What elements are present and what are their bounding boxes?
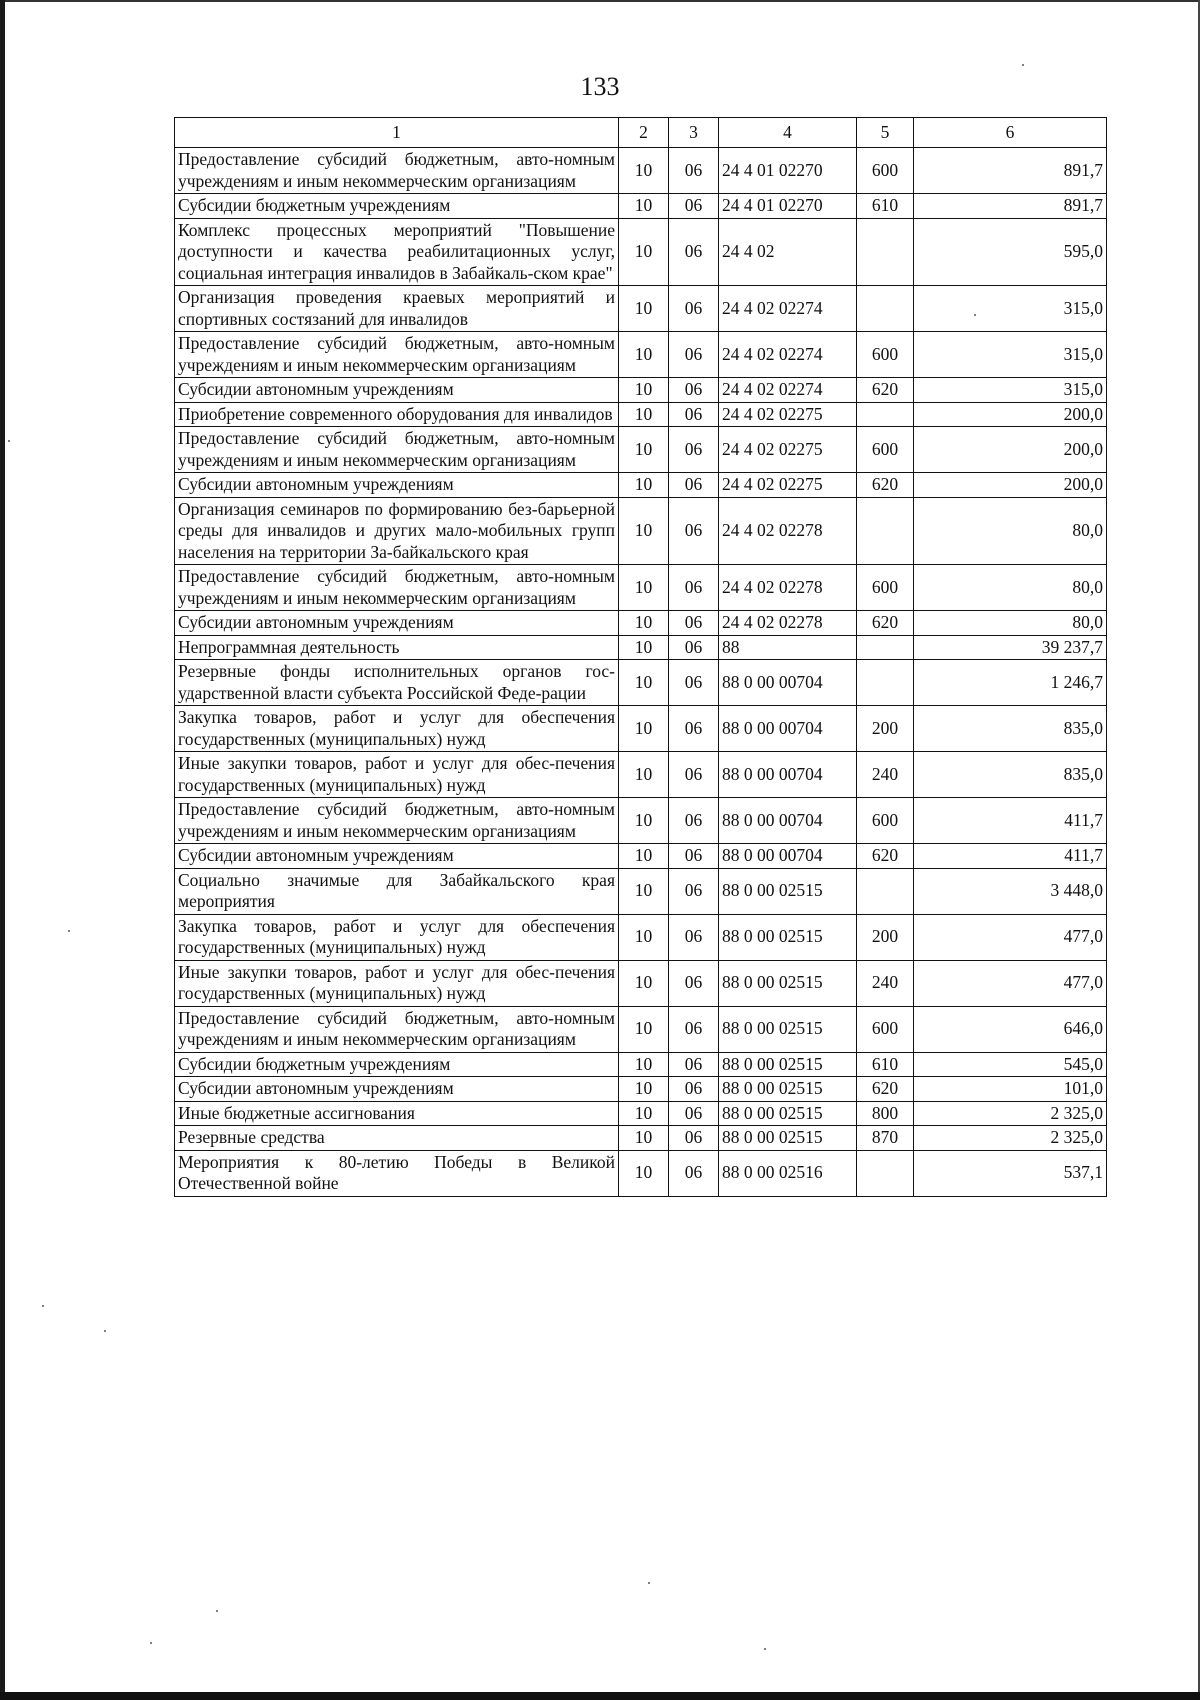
row-expense-type-cell	[857, 635, 914, 660]
row-amount-cell: 80,0	[914, 497, 1107, 565]
row-target-code-cell: 24 4 02 02278	[719, 497, 857, 565]
row-expense-type-cell: 620	[857, 378, 914, 403]
table-row	[175, 148, 1107, 194]
row-section-cell: 10	[619, 635, 669, 660]
row-name-cell: Субсидии автономным учреждениям	[175, 378, 619, 403]
row-section-cell: 10	[619, 218, 669, 286]
table-row	[175, 497, 1107, 565]
row-expense-type-cell: 600	[857, 148, 914, 194]
scan-edge-bottom	[0, 1692, 1200, 1700]
header-col-4: 4	[719, 118, 857, 148]
row-section-cell: 10	[619, 427, 669, 473]
row-name-cell: Резервные средства	[175, 1126, 619, 1151]
row-target-code-cell: 88 0 00 02516	[719, 1150, 857, 1196]
row-target-code-cell: 24 4 02 02278	[719, 565, 857, 611]
row-section-cell: 10	[619, 1077, 669, 1102]
row-expense-type-cell: 600	[857, 798, 914, 844]
row-name-cell: Непрограммная деятельность	[175, 635, 619, 660]
row-subsection-cell: 06	[669, 1052, 719, 1077]
row-subsection-cell: 06	[669, 1101, 719, 1126]
row-expense-type-cell: 610	[857, 194, 914, 219]
scan-speck	[150, 1642, 152, 1644]
row-expense-type-cell: 200	[857, 914, 914, 960]
row-section-cell: 10	[619, 1006, 669, 1052]
row-name-cell: Организация семинаров по формированию без-барьерной среды для инвалидов и других мало-мобильных групп населения на территории За-байкальского края	[175, 497, 619, 565]
row-target-code-cell: 88 0 00 02515	[719, 868, 857, 914]
row-expense-type-cell: 600	[857, 427, 914, 473]
table-row	[175, 565, 1107, 611]
row-amount-cell: 545,0	[914, 1052, 1107, 1077]
row-subsection-cell: 06	[669, 402, 719, 427]
row-section-cell: 10	[619, 798, 669, 844]
table-row	[175, 752, 1107, 798]
header-col-2: 2	[619, 118, 669, 148]
row-name-cell: Закупка товаров, работ и услуг для обеспечения государственных (муниципальных) нужд	[175, 706, 619, 752]
row-name-cell: Иные закупки товаров, работ и услуг для обес-печения государственных (муниципальных) нужд	[175, 960, 619, 1006]
row-section-cell: 10	[619, 332, 669, 378]
row-amount-cell: 411,7	[914, 844, 1107, 869]
row-target-code-cell: 24 4 02	[719, 218, 857, 286]
row-target-code-cell: 88 0 00 00704	[719, 752, 857, 798]
table-row	[175, 611, 1107, 636]
row-expense-type-cell: 620	[857, 844, 914, 869]
header-col-3: 3	[669, 118, 719, 148]
row-name-cell: Субсидии автономным учреждениям	[175, 1077, 619, 1102]
row-expense-type-cell	[857, 497, 914, 565]
row-subsection-cell: 06	[669, 868, 719, 914]
row-name-cell: Организация проведения краевых мероприятий и спортивных состязаний для инвалидов	[175, 286, 619, 332]
row-name-cell: Предоставление субсидий бюджетным, авто-номным учреждениям и иным некоммерческим организациям	[175, 148, 619, 194]
row-subsection-cell: 06	[669, 960, 719, 1006]
row-expense-type-cell: 240	[857, 960, 914, 1006]
row-amount-cell: 315,0	[914, 332, 1107, 378]
row-target-code-cell: 24 4 02 02275	[719, 427, 857, 473]
row-name-cell: Предоставление субсидий бюджетным, авто-номным учреждениям и иным некоммерческим организациям	[175, 1006, 619, 1052]
row-expense-type-cell	[857, 402, 914, 427]
row-subsection-cell: 06	[669, 148, 719, 194]
row-section-cell: 10	[619, 868, 669, 914]
row-target-code-cell: 24 4 02 02275	[719, 473, 857, 498]
table-row	[175, 402, 1107, 427]
table-row	[175, 1052, 1107, 1077]
row-expense-type-cell	[857, 1150, 914, 1196]
row-section-cell: 10	[619, 378, 669, 403]
row-section-cell: 10	[619, 960, 669, 1006]
header-col-5: 5	[857, 118, 914, 148]
table-row	[175, 1077, 1107, 1102]
table-row	[175, 960, 1107, 1006]
row-name-cell: Предоставление субсидий бюджетным, авто-номным учреждениям и иным некоммерческим организациям	[175, 565, 619, 611]
row-expense-type-cell: 600	[857, 565, 914, 611]
row-target-code-cell: 88 0 00 00704	[719, 798, 857, 844]
header-col-1: 1	[175, 118, 619, 148]
row-expense-type-cell: 200	[857, 706, 914, 752]
row-amount-cell: 477,0	[914, 914, 1107, 960]
scan-speck	[104, 1330, 106, 1332]
row-subsection-cell: 06	[669, 1006, 719, 1052]
row-subsection-cell: 06	[669, 635, 719, 660]
row-target-code-cell: 88 0 00 00704	[719, 844, 857, 869]
row-name-cell: Субсидии автономным учреждениям	[175, 473, 619, 498]
scan-edge-top	[0, 0, 1200, 2]
row-target-code-cell: 88	[719, 635, 857, 660]
row-amount-cell: 200,0	[914, 402, 1107, 427]
row-expense-type-cell	[857, 218, 914, 286]
row-subsection-cell: 06	[669, 1077, 719, 1102]
row-subsection-cell: 06	[669, 844, 719, 869]
row-amount-cell: 595,0	[914, 218, 1107, 286]
scan-speck	[764, 1648, 766, 1650]
row-name-cell: Предоставление субсидий бюджетным, авто-номным учреждениям и иным некоммерческим организациям	[175, 427, 619, 473]
row-expense-type-cell: 870	[857, 1126, 914, 1151]
row-amount-cell: 2 325,0	[914, 1101, 1107, 1126]
row-amount-cell: 411,7	[914, 798, 1107, 844]
row-subsection-cell: 06	[669, 427, 719, 473]
row-target-code-cell: 24 4 01 02270	[719, 194, 857, 219]
row-subsection-cell: 06	[669, 1150, 719, 1196]
row-name-cell: Субсидии автономным учреждениям	[175, 844, 619, 869]
row-target-code-cell: 24 4 02 02274	[719, 286, 857, 332]
row-section-cell: 10	[619, 1126, 669, 1151]
row-expense-type-cell: 600	[857, 1006, 914, 1052]
header-col-6: 6	[914, 118, 1107, 148]
row-name-cell: Мероприятия к 80-летию Победы в Великой Отечественной войне	[175, 1150, 619, 1196]
row-subsection-cell: 06	[669, 660, 719, 706]
row-amount-cell: 891,7	[914, 148, 1107, 194]
row-name-cell: Комплекс процессных мероприятий "Повышение доступности и качества реабилитационных услуг, социальная интеграция инвалидов в Забайкаль-ском крае"	[175, 218, 619, 286]
row-section-cell: 10	[619, 497, 669, 565]
row-section-cell: 10	[619, 286, 669, 332]
scan-speck	[8, 440, 10, 442]
row-section-cell: 10	[619, 1101, 669, 1126]
row-target-code-cell: 88 0 00 02515	[719, 1101, 857, 1126]
row-section-cell: 10	[619, 194, 669, 219]
row-name-cell: Приобретение современного оборудования для инвалидов	[175, 402, 619, 427]
row-expense-type-cell: 620	[857, 473, 914, 498]
scan-speck	[216, 1610, 218, 1612]
row-subsection-cell: 06	[669, 218, 719, 286]
table-row	[175, 1126, 1107, 1151]
row-subsection-cell: 06	[669, 1126, 719, 1151]
row-subsection-cell: 06	[669, 194, 719, 219]
scan-speck	[648, 1582, 650, 1584]
row-subsection-cell: 06	[669, 706, 719, 752]
row-section-cell: 10	[619, 565, 669, 611]
row-amount-cell: 101,0	[914, 1077, 1107, 1102]
row-name-cell: Субсидии бюджетным учреждениям	[175, 194, 619, 219]
table-row	[175, 427, 1107, 473]
row-expense-type-cell	[857, 286, 914, 332]
row-name-cell: Субсидии бюджетным учреждениям	[175, 1052, 619, 1077]
row-target-code-cell: 88 0 00 00704	[719, 660, 857, 706]
table-row	[175, 1101, 1107, 1126]
scan-edge-left	[0, 0, 5, 1700]
row-name-cell: Предоставление субсидий бюджетным, авто-номным учреждениям и иным некоммерческим организациям	[175, 798, 619, 844]
row-amount-cell: 80,0	[914, 611, 1107, 636]
scan-speck	[1022, 64, 1024, 66]
row-target-code-cell: 24 4 02 02274	[719, 378, 857, 403]
row-amount-cell: 2 325,0	[914, 1126, 1107, 1151]
row-amount-cell: 200,0	[914, 427, 1107, 473]
row-name-cell: Резервные фонды исполнительных органов гос-ударственной власти субъекта Российской Феде-рации	[175, 660, 619, 706]
table-row	[175, 473, 1107, 498]
table-body	[175, 148, 1107, 1197]
row-subsection-cell: 06	[669, 611, 719, 636]
table-row	[175, 1150, 1107, 1196]
table-row	[175, 868, 1107, 914]
row-expense-type-cell: 600	[857, 332, 914, 378]
row-subsection-cell: 06	[669, 378, 719, 403]
row-subsection-cell: 06	[669, 473, 719, 498]
row-target-code-cell: 24 4 02 02275	[719, 402, 857, 427]
row-amount-cell: 39 237,7	[914, 635, 1107, 660]
table-row	[175, 706, 1107, 752]
row-name-cell: Иные бюджетные ассигнования	[175, 1101, 619, 1126]
row-expense-type-cell	[857, 660, 914, 706]
row-expense-type-cell: 620	[857, 611, 914, 636]
row-subsection-cell: 06	[669, 286, 719, 332]
row-expense-type-cell: 800	[857, 1101, 914, 1126]
table-row	[175, 660, 1107, 706]
row-section-cell: 10	[619, 148, 669, 194]
row-target-code-cell: 24 4 02 02278	[719, 611, 857, 636]
table-row	[175, 844, 1107, 869]
table-row	[175, 1006, 1107, 1052]
row-section-cell: 10	[619, 914, 669, 960]
row-target-code-cell: 88 0 00 02515	[719, 1052, 857, 1077]
row-expense-type-cell: 240	[857, 752, 914, 798]
row-subsection-cell: 06	[669, 332, 719, 378]
row-subsection-cell: 06	[669, 565, 719, 611]
row-subsection-cell: 06	[669, 752, 719, 798]
row-target-code-cell: 24 4 01 02270	[719, 148, 857, 194]
row-amount-cell: 315,0	[914, 286, 1107, 332]
scan-speck	[42, 1305, 44, 1307]
row-expense-type-cell: 610	[857, 1052, 914, 1077]
row-name-cell: Иные закупки товаров, работ и услуг для обес-печения государственных (муниципальных) нужд	[175, 752, 619, 798]
row-section-cell: 10	[619, 611, 669, 636]
row-name-cell: Субсидии автономным учреждениям	[175, 611, 619, 636]
row-name-cell: Социально значимые для Забайкальского края мероприятия	[175, 868, 619, 914]
row-section-cell: 10	[619, 752, 669, 798]
row-target-code-cell: 88 0 00 02515	[719, 1077, 857, 1102]
row-target-code-cell: 24 4 02 02274	[719, 332, 857, 378]
row-section-cell: 10	[619, 473, 669, 498]
row-subsection-cell: 06	[669, 914, 719, 960]
scan-speck	[974, 314, 976, 316]
row-name-cell: Закупка товаров, работ и услуг для обеспечения государственных (муниципальных) нужд	[175, 914, 619, 960]
row-amount-cell: 315,0	[914, 378, 1107, 403]
budget-table	[174, 117, 1107, 1197]
row-expense-type-cell: 620	[857, 1077, 914, 1102]
row-amount-cell: 835,0	[914, 706, 1107, 752]
row-amount-cell: 646,0	[914, 1006, 1107, 1052]
row-target-code-cell: 88 0 00 00704	[719, 706, 857, 752]
row-amount-cell: 3 448,0	[914, 868, 1107, 914]
row-section-cell: 10	[619, 1052, 669, 1077]
row-amount-cell: 80,0	[914, 565, 1107, 611]
row-section-cell: 10	[619, 402, 669, 427]
row-target-code-cell: 88 0 00 02515	[719, 914, 857, 960]
table-row	[175, 218, 1107, 286]
table-row	[175, 286, 1107, 332]
row-amount-cell: 537,1	[914, 1150, 1107, 1196]
scan-speck	[68, 930, 70, 932]
row-amount-cell: 835,0	[914, 752, 1107, 798]
row-name-cell: Предоставление субсидий бюджетным, авто-номным учреждениям и иным некоммерческим организациям	[175, 332, 619, 378]
table-row	[175, 798, 1107, 844]
row-subsection-cell: 06	[669, 798, 719, 844]
page-number: 133	[580, 72, 620, 101]
row-target-code-cell: 88 0 00 02515	[719, 1006, 857, 1052]
table-row	[175, 332, 1107, 378]
table-header-row	[175, 118, 1107, 148]
row-expense-type-cell	[857, 868, 914, 914]
row-target-code-cell: 88 0 00 02515	[719, 960, 857, 1006]
row-amount-cell: 477,0	[914, 960, 1107, 1006]
row-amount-cell: 200,0	[914, 473, 1107, 498]
row-amount-cell: 891,7	[914, 194, 1107, 219]
table-row	[175, 194, 1107, 219]
row-section-cell: 10	[619, 844, 669, 869]
row-subsection-cell: 06	[669, 497, 719, 565]
row-section-cell: 10	[619, 706, 669, 752]
table-row	[175, 914, 1107, 960]
table-row	[175, 635, 1107, 660]
row-target-code-cell: 88 0 00 02515	[719, 1126, 857, 1151]
row-amount-cell: 1 246,7	[914, 660, 1107, 706]
table-row	[175, 378, 1107, 403]
row-section-cell: 10	[619, 1150, 669, 1196]
row-section-cell: 10	[619, 660, 669, 706]
